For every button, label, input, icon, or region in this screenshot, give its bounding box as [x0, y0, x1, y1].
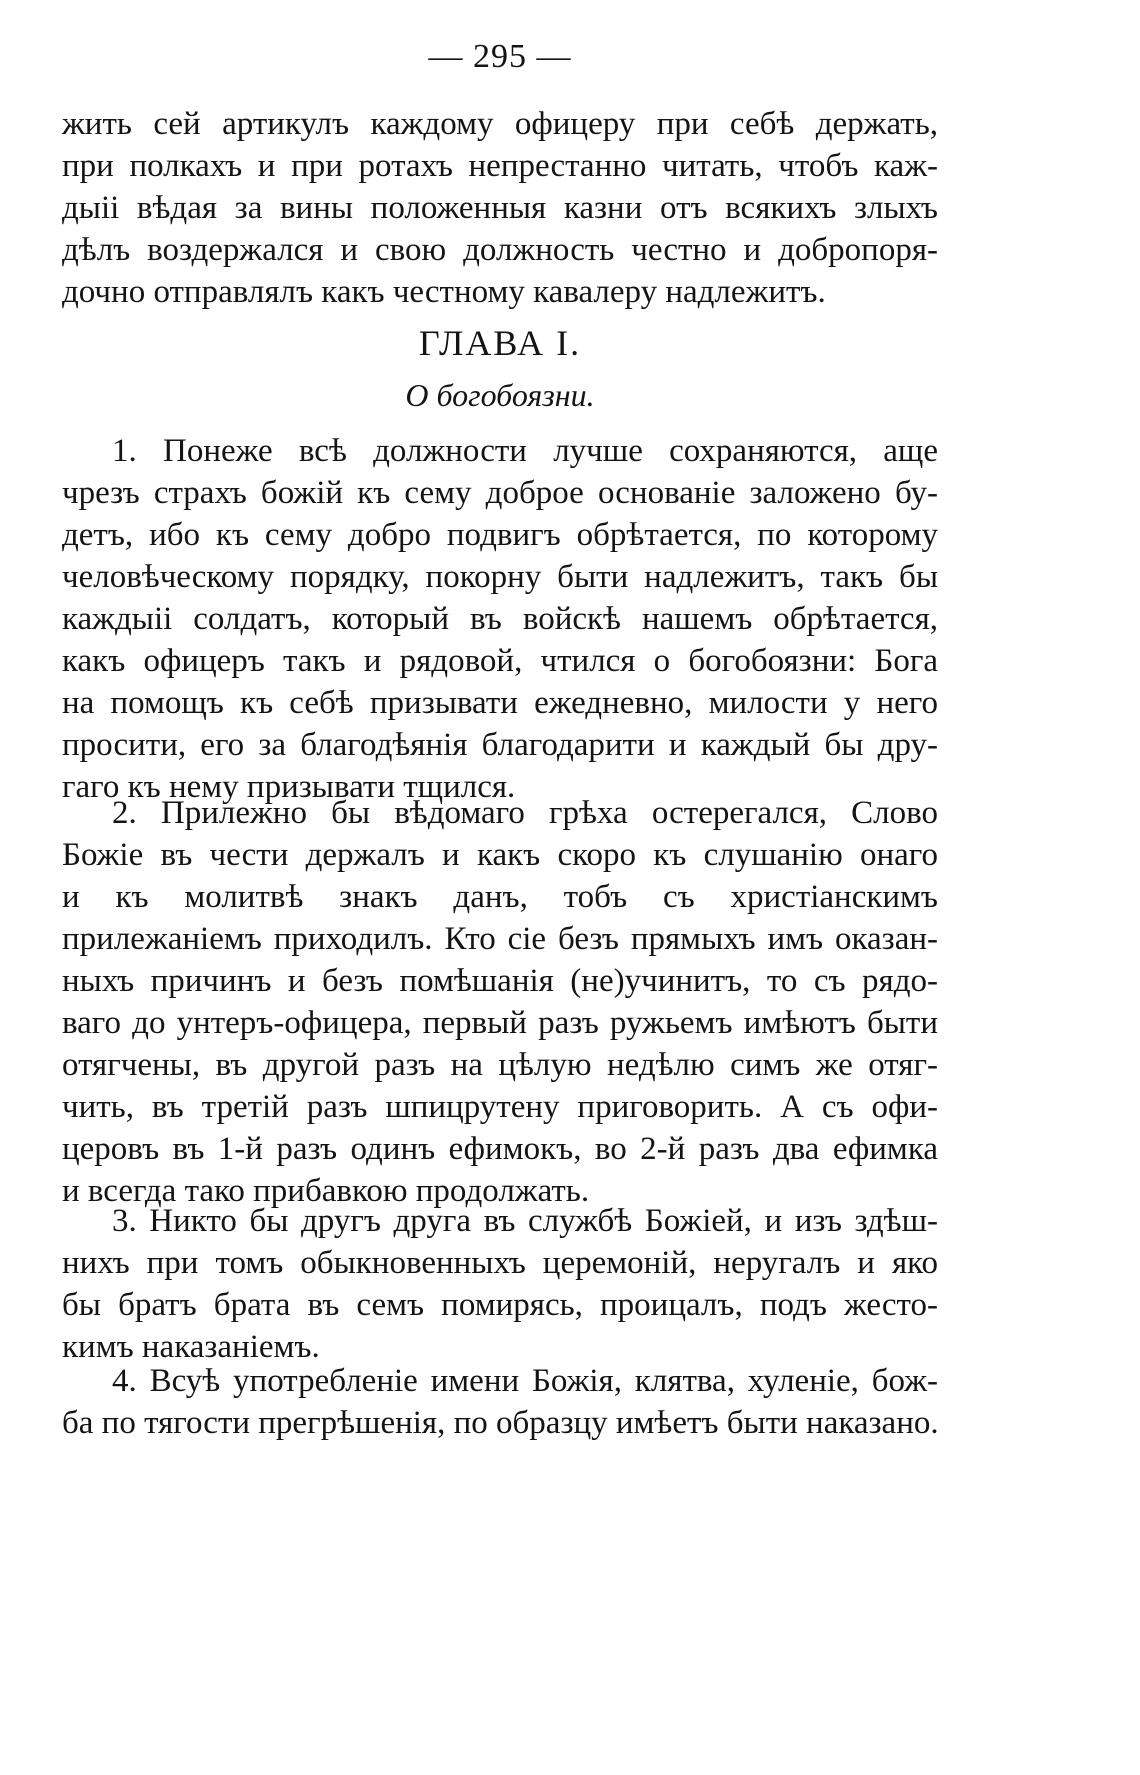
text-line: 2. Прилежно бы вѣдомаго грѣха остерегался, Слово	[112, 795, 938, 831]
text-line: ба по тягости прегрѣшенія, по образцу имѣетъ быти наказано.	[62, 1405, 939, 1441]
text-line: какъ офицеръ такъ и рядовой, чтился о богобоязни: Бога	[62, 643, 938, 679]
article-1	[62, 430, 938, 808]
text-line: каждыіі солдатъ, который въ войскѣ нашемъ обрѣтается,	[62, 601, 938, 637]
text-line: нихъ при томъ обыкновенныхъ церемоній, неругалъ и яко	[62, 1245, 938, 1281]
text-line: дѣлъ воздержался и свою должность честно и добропоря-	[62, 232, 938, 268]
text-line: отягчены, въ другой разъ на цѣлую недѣлю симъ же отяг-	[62, 1047, 938, 1083]
text-line: жить сей артикулъ каждому офицеру при себѣ держать,	[62, 106, 938, 142]
text-line: при полкахъ и при ротахъ непрестанно читать, чтобъ каж-	[62, 148, 938, 184]
text-line: детъ, ибо къ сему добро подвигъ обрѣтается, по которому	[62, 517, 938, 553]
page-number: — 295 —	[428, 38, 572, 75]
text-line: просити, его за благодѣянія благодарити и каждый бы дру-	[62, 727, 938, 763]
text-line: церовъ въ 1-й разъ одинъ ефимокъ, во 2-й разъ два ефимка	[62, 1131, 938, 1167]
text-line: бы братъ брата въ семъ помирясь, проицалъ, подъ жесто-	[62, 1287, 938, 1323]
text-line: на помощъ къ себѣ призывати ежедневно, милости у него	[62, 685, 938, 721]
text-line: 1. Понеже всѣ должности лучше сохраняются, аще	[112, 433, 938, 469]
chapter-subtitle: О богобоязни.	[405, 377, 595, 413]
article-4	[62, 1360, 938, 1444]
chapter-title: ГЛАВА I.	[418, 323, 582, 363]
text-line: Божіе въ чести держалъ и какъ скоро къ слушанію онаго	[62, 837, 938, 873]
text-line: и всегда тако прибавкою продолжать.	[62, 1173, 590, 1209]
text-line: и къ молитвѣ знакъ данъ, тобъ съ христіанскимъ	[62, 879, 938, 915]
text-line: кимъ наказаніемъ.	[62, 1329, 320, 1365]
text-line: ныхъ причинъ и безъ помѣшанія (не)учинитъ, то съ рядо-	[62, 963, 938, 999]
text-line: прилежаніемъ приходилъ. Кто сіе безъ прямыхъ имъ оказан-	[62, 921, 938, 957]
text-line: ваго до унтеръ-офицера, первый разъ ружьемъ имѣютъ быти	[62, 1005, 938, 1041]
intro-paragraph	[62, 103, 938, 313]
text-line: 4. Всуѣ употребленіе имени Божія, клятва, хуленіе, бож-	[112, 1363, 938, 1399]
article-3	[62, 1200, 938, 1368]
article-2	[62, 792, 938, 1212]
text-line: чрезъ страхъ божій къ сему доброе основаніе заложено бу-	[62, 475, 938, 511]
text-line: дочно отправлялъ какъ честному кавалеру надлежитъ.	[62, 274, 826, 310]
text-line: человѣческому порядку, покорну быти надлежитъ, такъ бы	[62, 559, 938, 595]
text-line: дыіі вѣдая за вины положенныя казни отъ всякихъ злыхъ	[62, 190, 938, 226]
text-line: 3. Никто бы другъ друга въ службѣ Божіей, и изъ здѣш-	[112, 1203, 938, 1239]
text-line: гаго къ нему призывати тщился.	[62, 769, 516, 805]
text-line: чить, въ третій разъ шпицрутену приговорить. А съ офи-	[62, 1089, 938, 1125]
